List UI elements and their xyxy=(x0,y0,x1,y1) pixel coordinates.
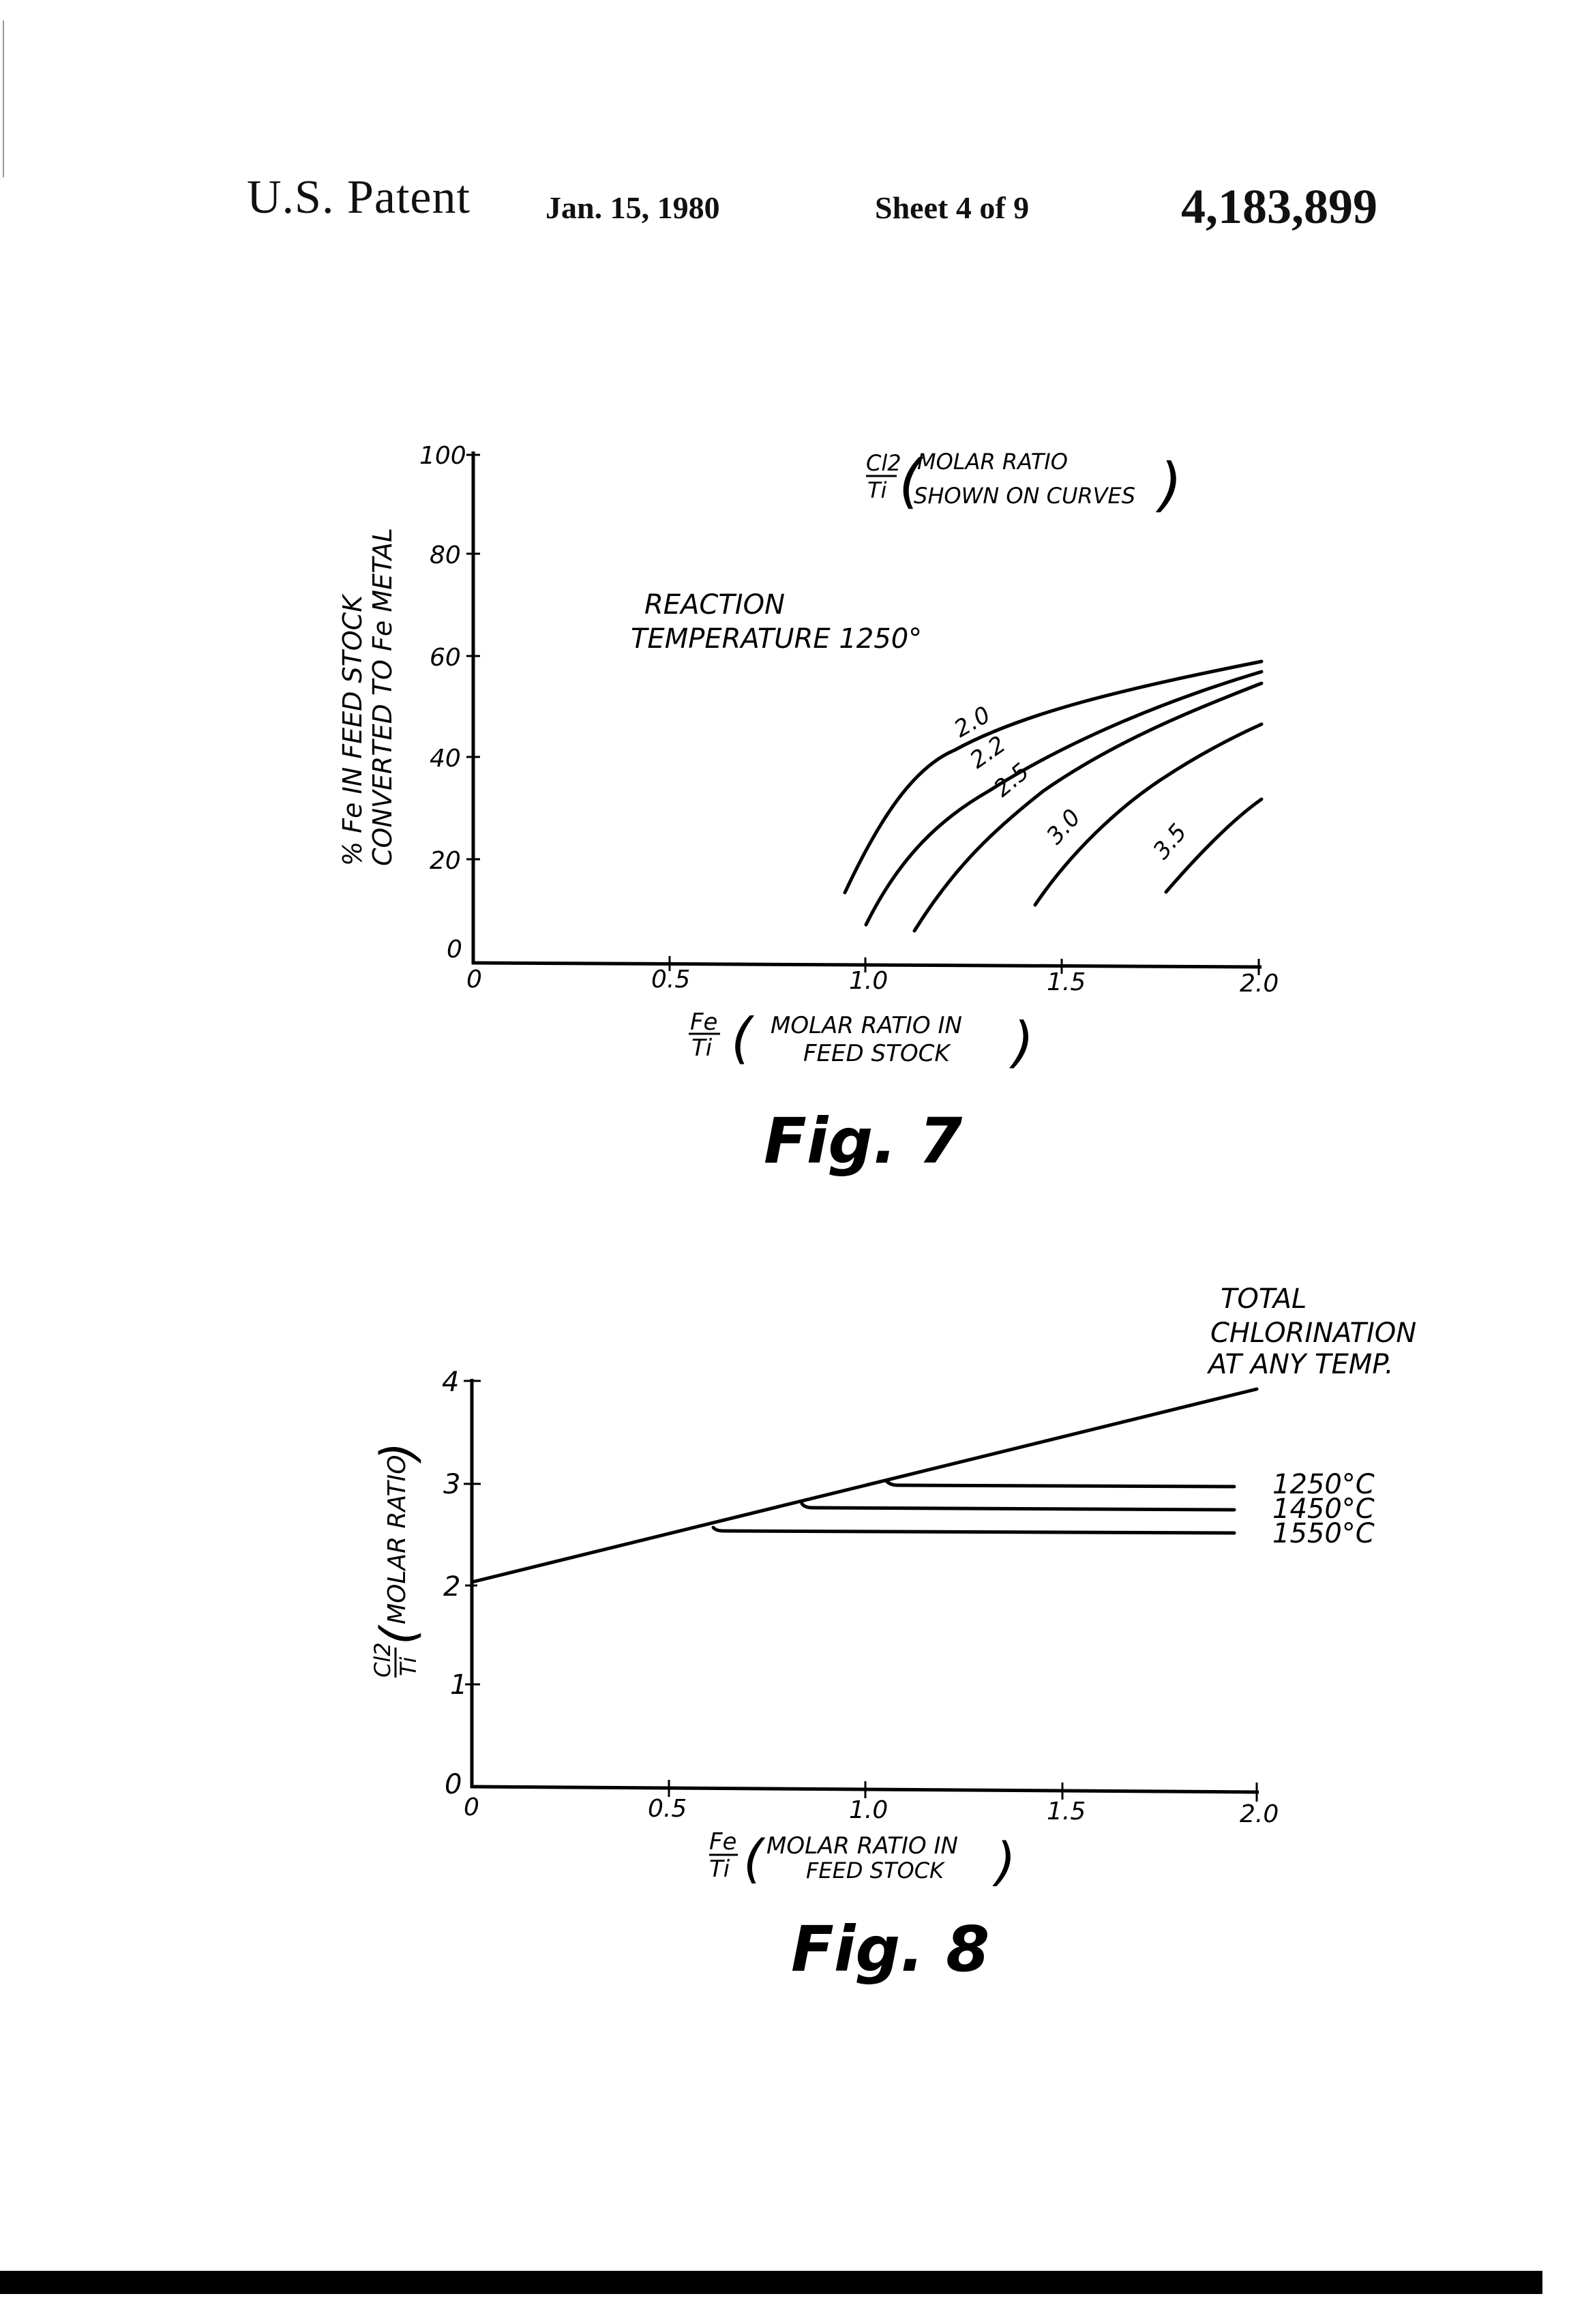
fig7-label-3-5: 3.5 xyxy=(1148,818,1193,865)
fig7-xtick-2-0: 2.0 xyxy=(1240,970,1279,998)
svg-text:% Fe IN FEED STOCK: % Fe IN FEED STOCK xyxy=(338,595,368,866)
fig7-ytick-40: 40 xyxy=(430,745,461,773)
svg-text:(: ( xyxy=(370,1626,426,1645)
fig8-label-1550: 1550°C xyxy=(1272,1518,1375,1549)
svg-text:Ti: Ti xyxy=(691,1034,713,1062)
svg-text:(: ( xyxy=(743,1828,764,1889)
fig8-label-1250: 1250°C xyxy=(1272,1469,1375,1500)
fig7-label-2-0: 2.0 xyxy=(949,701,996,743)
svg-text:TEMPERATURE 1250°: TEMPERATURE 1250° xyxy=(631,623,923,655)
fig7-legend-line2: SHOWN ON CURVES xyxy=(914,483,1136,509)
fig7-xtick-0-5: 0.5 xyxy=(651,966,691,994)
svg-text:Ti: Ti xyxy=(395,1656,421,1676)
svg-text:CONVERTED TO Fe METAL: CONVERTED TO Fe METAL xyxy=(368,527,398,866)
fig8-label-1450: 1450°C xyxy=(1272,1493,1375,1525)
fig7-ytick-60: 60 xyxy=(430,644,461,672)
fig7-legend-fraction-bottom: Ti xyxy=(867,477,887,503)
fig7-ytick-0: 0 xyxy=(447,936,462,964)
svg-text:FEED STOCK: FEED STOCK xyxy=(803,1040,950,1067)
svg-text:): ) xyxy=(370,1442,426,1461)
fig8-axes xyxy=(471,1379,1259,1792)
svg-text:Cl2: Cl2 xyxy=(370,1642,395,1678)
patent-number: 4,183,899 xyxy=(1181,179,1377,234)
svg-text:FEED STOCK: FEED STOCK xyxy=(806,1858,944,1883)
fig7-ytick-20: 20 xyxy=(430,847,461,875)
page-bottom-bar xyxy=(0,2271,1542,2294)
fig7-label-3-0: 3.0 xyxy=(1041,804,1086,850)
fig7-ytick-100: 100 xyxy=(419,442,466,470)
fig8-series-labels xyxy=(1272,1469,1375,1549)
svg-text:Fe: Fe xyxy=(709,1828,737,1856)
fig8-line-1450 xyxy=(802,1504,1234,1510)
fig8-caption: Fig. 8 xyxy=(791,1913,990,1986)
patent-label: U.S. Patent xyxy=(247,171,471,224)
fig7-xtick-1-0: 1.0 xyxy=(849,967,889,995)
svg-text:MOLAR RATIO: MOLAR RATIO xyxy=(383,1455,411,1624)
fig7-label-2-2: 2.2 xyxy=(965,730,1011,775)
svg-text:MOLAR RATIO IN: MOLAR RATIO IN xyxy=(771,1012,962,1039)
fig8-line-1250 xyxy=(886,1481,1234,1487)
fig8-ytick-1: 1 xyxy=(450,1669,468,1701)
svg-text:Ti: Ti xyxy=(709,1856,730,1883)
svg-text:): ) xyxy=(1013,1011,1034,1074)
fig8-line-1550 xyxy=(713,1528,1234,1533)
fig7-label-2-5: 2.5 xyxy=(989,758,1035,803)
svg-text:(: ( xyxy=(899,447,922,516)
svg-text:(: ( xyxy=(731,1007,753,1070)
fig8-xtick-1-0: 1.0 xyxy=(849,1796,889,1824)
svg-text:MOLAR RATIO IN: MOLAR RATIO IN xyxy=(766,1832,958,1860)
fig8-xtick-0: 0 xyxy=(464,1793,479,1821)
svg-text:Fe: Fe xyxy=(690,1009,718,1036)
fig7-legend-line1: MOLAR RATIO xyxy=(917,449,1068,475)
patent-date: Jan. 15, 1980 xyxy=(546,190,720,225)
fig8-xtick-1-5: 1.5 xyxy=(1047,1798,1086,1826)
fig8-ytick-2: 2 xyxy=(443,1571,461,1603)
fig8-ytick-3: 3 xyxy=(443,1469,461,1500)
svg-text:TOTAL: TOTAL xyxy=(1221,1283,1307,1315)
sheet-number: Sheet 4 of 9 xyxy=(875,190,1030,225)
fig8-annotation xyxy=(1206,1283,1416,1380)
svg-text:REACTION: REACTION xyxy=(644,589,785,621)
fig7-xtick-1-5: 1.5 xyxy=(1047,968,1086,996)
fig8-x-tick-labels xyxy=(464,1793,1279,1828)
fig7-xtick-0: 0 xyxy=(466,966,482,994)
svg-text:CHLORINATION: CHLORINATION xyxy=(1210,1317,1417,1349)
fig8-lines xyxy=(472,1389,1257,1582)
fig8-x-axis-label xyxy=(709,1828,1016,1892)
fig8-xtick-2-0: 2.0 xyxy=(1240,1800,1279,1828)
fig8-ytick-4: 4 xyxy=(442,1367,460,1398)
svg-text:): ) xyxy=(996,1831,1016,1892)
fig7-ytick-80: 80 xyxy=(430,541,461,569)
svg-text:): ) xyxy=(1159,451,1182,519)
fig8-ytick-0: 0 xyxy=(445,1769,462,1800)
fig7-caption: Fig. 7 xyxy=(764,1105,963,1178)
fig7-legend-fraction-top: Cl2 xyxy=(866,450,901,476)
svg-text:AT ANY TEMP.: AT ANY TEMP. xyxy=(1208,1349,1394,1380)
fig8-y-axis-label xyxy=(370,1442,426,1678)
fig8-y-tick-labels xyxy=(442,1367,467,1800)
fig8-xtick-0-5: 0.5 xyxy=(648,1795,687,1823)
